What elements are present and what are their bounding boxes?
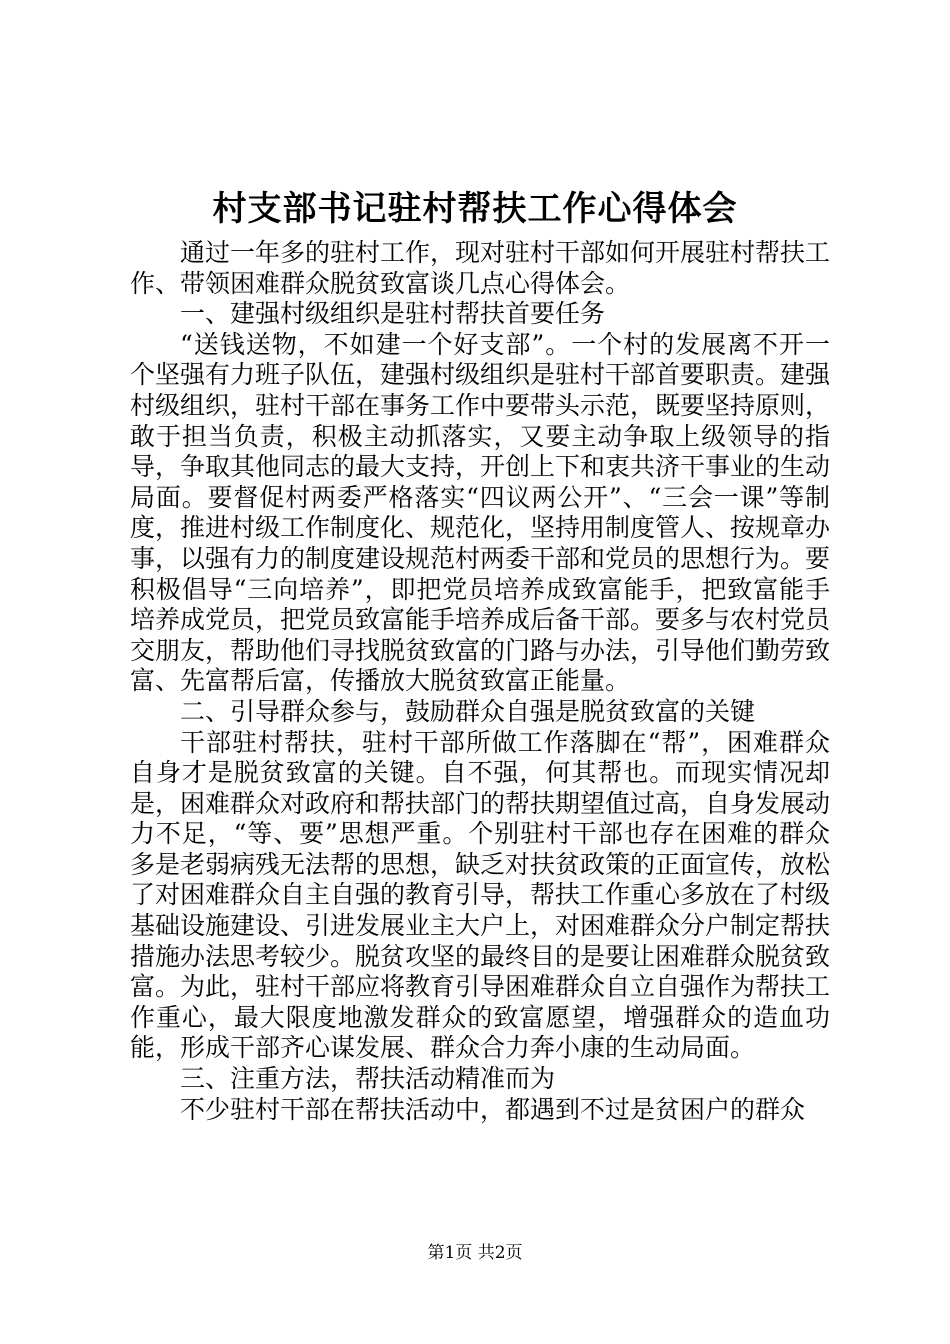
document-title: 村支部书记驻村帮扶工作心得体会 bbox=[212, 189, 738, 229]
document-body bbox=[130, 238, 830, 1125]
intro-paragraph: 通过一年多的驻村工作，现对驻村干部如何开展驻村帮扶工作、带领困难群众脱贫致富谈几点心得体会。 bbox=[130, 238, 831, 298]
section-heading-2: 二、引导群众参与，鼓励群众自强是脱贫致富的关键 bbox=[180, 696, 756, 726]
section-2-paragraph: 干部驻村帮扶，驻村干部所做工作落脚在“帮”，困难群众自身才是脱贫致富的关键。自不强，何其帮也。而现实情况却是，困难群众对政府和帮扶部门的帮扶期望值过高，自身发展动力不足，“等、要”思想严重。个别驻村干部也存在困难的群众多是老弱病残无法帮的思想，缺乏对扶贫政策的正面宣传，放松了对困难群众自主自强的教育引导，帮扶工作重心多放在了村级基础设施建设、引进发展业主大户上，对困难群众分户制定帮扶措施办法思考较少。脱贫攻坚的最终目的是要让困难群众脱贫致富。为此，驻村干部应将教育引导困难群众自立自强作为帮扶工作重心，最大限度地激发群众的致富愿望，增强群众的造血功能，形成干部齐心谋发展、群众合力奔小康的生动局面。 bbox=[130, 727, 831, 1063]
section-heading-1: 一、建强村级组织是驻村帮扶首要任务 bbox=[180, 299, 606, 329]
page-footer: 第1页 共2页 bbox=[427, 1243, 523, 1263]
section-3-paragraph: 不少驻村干部在帮扶活动中，都遇到不过是贫困户的群众 bbox=[180, 1094, 806, 1124]
section-heading-3: 三、注重方法，帮扶活动精准而为 bbox=[180, 1064, 556, 1094]
section-1-paragraph: “送钱送物，不如建一个好支部”。一个村的发展离不开一个坚强有力班子队伍，建强村级组织是驻村干部首要职责。建强村级组织，驻村干部在事务工作中要带头示范，既要坚持原则，敢于担当负责，积极主动抓落实，又要主动争取上级领导的指导，争取其他同志的最大支持，开创上下和衷共济干事业的生动局面。要督促村两委严格落实“四议两公开”、“三会一课”等制度，推进村级工作制度化、规范化，坚持用制度管人、按规章办事，以强有力的制度建设规范村两委干部和党员的思想行为。要积极倡导“三向培养”，即把党员培养成致富能手，把致富能手培养成党员，把党员致富能手培养成后备干部。要多与农村党员交朋友，帮助他们寻找脱贫致富的门路与办法，引导他们勤劳致富、先富帮后富，传播放大脱贫致富正能量。 bbox=[130, 329, 831, 696]
